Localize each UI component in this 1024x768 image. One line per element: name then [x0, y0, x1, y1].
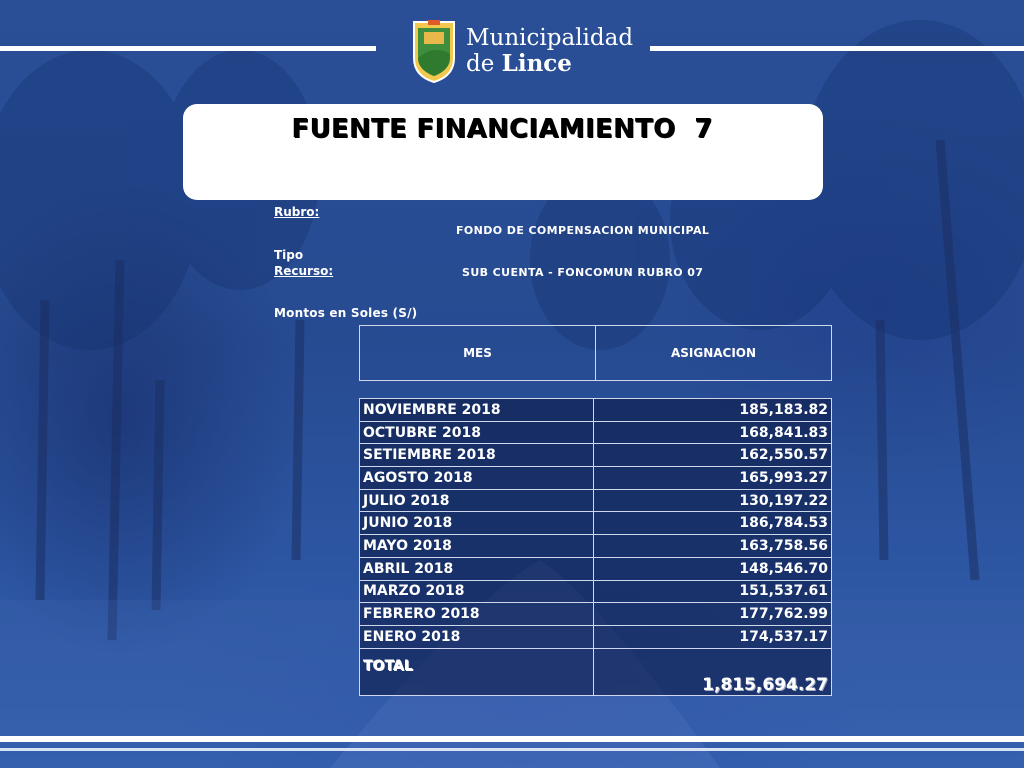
logo-line-2-bold: Lince	[501, 49, 572, 77]
amount-cell: 168,841.83	[594, 421, 832, 444]
bottom-divider-thin	[0, 748, 1024, 751]
logo-line-2-prefix: de	[466, 50, 502, 77]
montos-label: Montos en Soles (S/)	[274, 306, 418, 320]
table-row	[360, 625, 832, 648]
table-header	[359, 325, 832, 381]
tipo-recurso-value: SUB CUENTA - FONCOMUN RUBRO 07	[462, 266, 704, 279]
amount-cell: 186,784.53	[594, 512, 832, 535]
month-cell: SETIEMBRE 2018	[360, 444, 594, 467]
amount-cell: 163,758.56	[594, 535, 832, 558]
top-left-divider	[0, 46, 376, 51]
month-cell: MAYO 2018	[360, 535, 594, 558]
column-header-asignacion: ASIGNACION	[596, 326, 832, 381]
bottom-divider	[0, 736, 1024, 742]
amount-cell: 177,762.99	[594, 603, 832, 626]
amount-cell: 174,537.17	[594, 625, 832, 648]
column-header-mes: MES	[360, 326, 596, 381]
amount-cell: 185,183.82	[594, 399, 832, 422]
municipality-logo	[410, 18, 633, 84]
tipo-label-line-2: Recurso:	[274, 264, 334, 278]
month-cell: JUNIO 2018	[360, 512, 594, 535]
month-cell: JULIO 2018	[360, 489, 594, 512]
tipo-recurso-label	[274, 247, 333, 279]
top-right-divider	[650, 46, 1024, 51]
amount-cell: 165,993.27	[594, 467, 832, 490]
month-cell: NOVIEMBRE 2018	[360, 399, 594, 422]
table-row	[360, 399, 832, 422]
table-row	[360, 580, 832, 603]
amount-cell: 151,537.61	[594, 580, 832, 603]
table-row	[360, 421, 832, 444]
table-row	[360, 489, 832, 512]
month-cell: OCTUBRE 2018	[360, 421, 594, 444]
table-row	[360, 467, 832, 490]
logo-line-2	[466, 49, 633, 77]
month-cell: ENERO 2018	[360, 625, 594, 648]
tipo-label-line-1: Tipo	[274, 248, 304, 262]
amount-cell: 162,550.57	[594, 444, 832, 467]
table-row	[360, 557, 832, 580]
table-row	[360, 444, 832, 467]
allocation-table	[359, 398, 832, 696]
table-row	[360, 603, 832, 626]
month-cell: FEBRERO 2018	[360, 603, 594, 626]
month-cell: AGOSTO 2018	[360, 467, 594, 490]
month-cell: ABRIL 2018	[360, 557, 594, 580]
page-title: FUENTE FINANCIAMIENTO 7	[291, 114, 713, 144]
table-row	[360, 512, 832, 535]
table-row	[360, 535, 832, 558]
amount-cell: 130,197.22	[594, 489, 832, 512]
total-value: 1,815,694.27	[594, 648, 832, 695]
rubro-label: Rubro:	[274, 205, 320, 219]
shield-crest-icon	[410, 18, 458, 84]
total-row	[360, 648, 832, 695]
logo-line-1: Municipalidad	[466, 24, 634, 51]
total-label: TOTAL	[360, 648, 594, 695]
month-cell: MARZO 2018	[360, 580, 594, 603]
amount-cell: 148,546.70	[594, 557, 832, 580]
rubro-value: FONDO DE COMPENSACION MUNICIPAL	[456, 224, 710, 237]
